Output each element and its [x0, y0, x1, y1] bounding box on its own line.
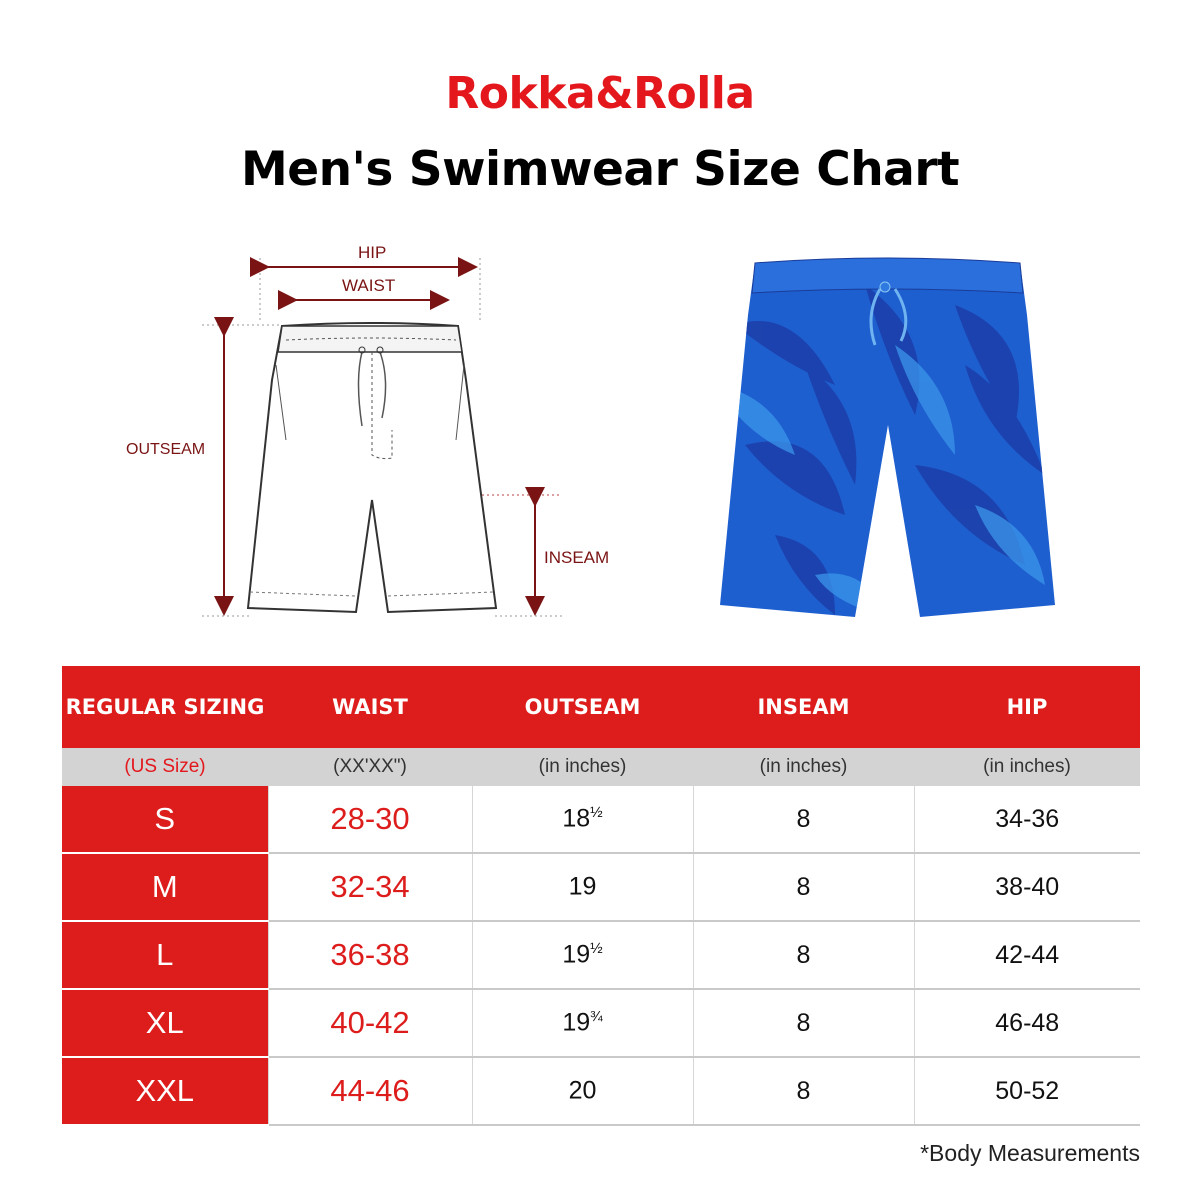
waist-label: WAIST [342, 276, 396, 295]
subheader-inseam-unit: (in inches) [693, 748, 914, 786]
waist-cell: 32-34 [268, 853, 472, 921]
subheader-waist-unit: (XX'XX") [268, 748, 472, 786]
waist-cell: 36-38 [268, 921, 472, 989]
table-header-row [62, 666, 1140, 748]
outseam-whole: 19 [568, 872, 597, 901]
table-row [62, 853, 1140, 921]
size-table [62, 666, 1140, 1126]
subheader-outseam-unit: (in inches) [472, 748, 693, 786]
outseam-cell [472, 786, 693, 853]
header-waist: WAIST [268, 666, 472, 748]
measurement-diagram [100, 230, 640, 630]
table-subheader-row [62, 748, 1140, 786]
table-row [62, 921, 1140, 989]
subheader-us-size: (US Size) [62, 748, 268, 786]
size-cell: XXL [62, 1057, 268, 1125]
inseam-cell: 8 [693, 989, 914, 1057]
hip-cell: 46-48 [914, 989, 1140, 1057]
swim-shorts-photo [715, 245, 1060, 630]
outseam-whole: 20 [568, 1076, 597, 1105]
header-regular-sizing: REGULAR SIZING [62, 666, 268, 748]
hip-cell: 42-44 [914, 921, 1140, 989]
inseam-cell: 8 [693, 786, 914, 853]
table-row [62, 989, 1140, 1057]
waist-cell: 40-42 [268, 989, 472, 1057]
table-row [62, 1057, 1140, 1125]
header-hip: HIP [914, 666, 1140, 748]
hip-cell: 38-40 [914, 853, 1140, 921]
hip-cell: 50-52 [914, 1057, 1140, 1125]
inseam-cell: 8 [693, 1057, 914, 1125]
page-title: Men's Swimwear Size Chart [240, 142, 960, 197]
size-cell: XL [62, 989, 268, 1057]
outseam-label: OUTSEAM [126, 441, 206, 458]
hip-cell: 34-36 [914, 786, 1140, 853]
inseam-cell: 8 [693, 853, 914, 921]
waist-cell: 44-46 [268, 1057, 472, 1125]
outseam-fraction: ¾ [590, 1008, 603, 1026]
hip-label: HIP [358, 243, 387, 262]
outseam-cell [472, 989, 693, 1057]
brand-name: Rokka&Rolla [445, 68, 755, 119]
outseam-cell [472, 1057, 693, 1125]
outseam-cell [472, 853, 693, 921]
size-cell: M [62, 853, 268, 921]
size-cell: L [62, 921, 268, 989]
subheader-hip-unit: (in inches) [914, 748, 1140, 786]
outseam-fraction: ½ [590, 804, 603, 822]
inseam-label: INSEAM [544, 548, 610, 567]
footnote: *Body Measurements [920, 1140, 1140, 1166]
table-row [62, 786, 1140, 853]
outseam-whole: 18 [562, 804, 591, 833]
outseam-whole: 19 [562, 940, 591, 969]
outseam-cell [472, 921, 693, 989]
outseam-fraction: ½ [590, 940, 603, 958]
outseam-whole: 19 [562, 1008, 591, 1037]
inseam-cell: 8 [693, 921, 914, 989]
waist-cell: 28-30 [268, 786, 472, 853]
header-inseam: INSEAM [693, 666, 914, 748]
header-outseam: OUTSEAM [472, 666, 693, 748]
size-cell: S [62, 786, 268, 853]
